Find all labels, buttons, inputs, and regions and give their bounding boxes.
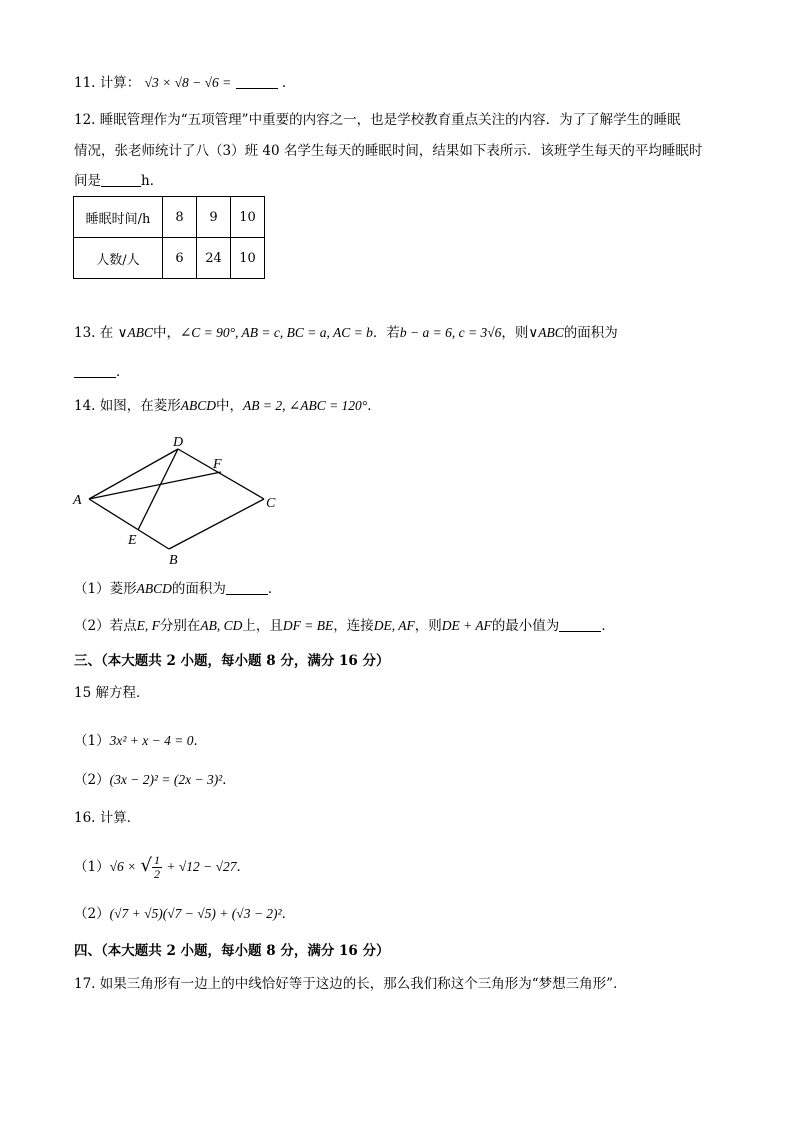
q16-fraction-numerator: 1 xyxy=(154,853,161,867)
q15-number: 15 xyxy=(74,685,92,701)
q14-sub2-p6: 的最小值为 xyxy=(491,618,560,634)
q12-text-3-pre: 间是 xyxy=(74,173,101,189)
q14-sub2-points: E, F xyxy=(136,618,160,633)
q15-title: 解方程． xyxy=(95,685,150,701)
q15-title-line xyxy=(74,683,149,703)
q16-title-line xyxy=(74,808,140,828)
q16-sub1 xyxy=(74,853,250,881)
q11-end: . xyxy=(281,75,287,91)
label-a: A xyxy=(73,493,82,508)
q13-line2 xyxy=(74,362,130,382)
q14-sub2-segments: AB, CD xyxy=(200,618,243,633)
table-cell: 8 xyxy=(163,197,197,238)
q12-line3 xyxy=(74,171,163,191)
q14-sub2-p3: 上，且 xyxy=(242,618,283,634)
q15-sub2-end: ． xyxy=(222,772,236,788)
q17-number: 17. xyxy=(74,976,96,992)
q15-sub1-equation: 3x² + x − 4 = 0 xyxy=(109,733,194,748)
q13-end: ． xyxy=(116,364,130,380)
q16-title: 计算． xyxy=(99,810,141,826)
q16-sub1-label: （1） xyxy=(74,859,110,875)
q12-number: 12. xyxy=(74,112,96,128)
q13-triangle-2: ∨ABC xyxy=(528,325,564,340)
q15-sub1-label: （1） xyxy=(74,733,110,749)
section-4-heading: 四、（本大题共 2 小题，每小题 8 分，满分 16 分） xyxy=(74,943,390,959)
q13-condition-2: b − a = 6, c = 3√6 xyxy=(399,325,502,340)
segment-de xyxy=(138,449,178,530)
q15-sub1 xyxy=(74,731,207,751)
q13-p5: 的面积为 xyxy=(563,325,618,341)
side-ad xyxy=(89,449,178,499)
q14-p1: 如图，在菱形 xyxy=(99,398,181,414)
table-cell: 10 xyxy=(231,238,265,279)
q14-sub1-name: ABCD xyxy=(136,581,172,596)
table-header-cell: 人数/人 xyxy=(74,238,163,279)
q16-sub1-part-b: + √12 − √27 xyxy=(166,859,237,874)
q14-sub2-end: ． xyxy=(601,618,615,634)
sqrt-sign: √ xyxy=(140,855,153,876)
q16-fraction xyxy=(152,854,162,881)
q16-sub2 xyxy=(74,904,295,924)
q15-sub1-end: ． xyxy=(193,733,207,749)
table-cell: 6 xyxy=(163,238,197,279)
q16-number: 16. xyxy=(74,810,96,826)
q13-p2: 中， xyxy=(152,325,180,341)
q13-condition: ∠C = 90°, AB = c, BC = a, AC = b xyxy=(179,325,373,340)
q13-triangle-1: ∨ABC xyxy=(117,325,153,340)
q13-p4: ，则 xyxy=(501,325,529,341)
q11 xyxy=(74,73,286,93)
q11-answer-blank[interactable] xyxy=(236,74,278,89)
table-header-cell: 睡眠时间/h xyxy=(74,197,163,238)
q13-line1 xyxy=(74,323,618,343)
q14-p2: 中， xyxy=(216,398,244,414)
q15-sub2 xyxy=(74,770,236,790)
q12-text-3-post: h． xyxy=(141,173,164,189)
q12-text-2: 情况，张老师统计了八（3）班 40 名学生每天的睡眠时间，结果如下表所示．该班学生每天的平均睡眠时 xyxy=(74,143,703,159)
q15-sub2-equation: (3x − 2)² = (2x − 3)² xyxy=(109,772,223,787)
table-row xyxy=(74,197,265,238)
q11-expr: √3 × √8 − √6 = xyxy=(144,75,232,90)
q16-sub2-expression: (√7 + √5)(√7 − √5) + (√3 − 2)² xyxy=(109,906,282,921)
q15-sub2-label: （2） xyxy=(74,772,110,788)
q14-sub1-end: ． xyxy=(267,581,282,597)
section-3-heading: 三、（本大题共 2 小题，每小题 8 分，满分 16 分） xyxy=(74,653,390,669)
table-cell: 9 xyxy=(197,197,231,238)
q14-rhombus-name: ABCD xyxy=(180,398,217,413)
q16-sub1-part-a: √6 × xyxy=(109,859,137,874)
q12-text-1: 睡眠管理作为“五项管理”中重要的内容之一，也是学校教育重点关注的内容．为了了解学生的睡眠 xyxy=(99,112,681,128)
q13-answer-blank[interactable] xyxy=(74,363,116,378)
q17-text: 如果三角形有一边上的中线恰好等于这边的长，那么我们称这个三角形为“梦想三角形”． xyxy=(99,976,627,992)
table-row xyxy=(74,238,265,279)
rhombus-figure xyxy=(70,432,290,572)
q14-sub2-p4: ，连接 xyxy=(333,618,374,634)
q14-sub2-answer-blank[interactable] xyxy=(559,617,601,632)
q14-sub2 xyxy=(74,616,615,636)
q13-number: 13. xyxy=(74,325,96,341)
table-cell: 10 xyxy=(231,197,265,238)
q12-answer-blank[interactable] xyxy=(101,172,141,187)
q14-number: 14. xyxy=(74,398,96,414)
sleep-table xyxy=(73,196,265,279)
q14-sub1-prefix: （1）菱形 xyxy=(74,581,137,597)
q14-sub2-prefix: （2）若点 xyxy=(74,618,137,634)
q16-sub2-end: ． xyxy=(281,906,296,922)
q17 xyxy=(74,974,627,994)
label-e: E xyxy=(128,533,137,548)
q13-p3: ．若 xyxy=(372,325,400,341)
q12-line2 xyxy=(74,141,702,161)
side-cb xyxy=(169,499,264,549)
q14-sub1-answer-blank[interactable] xyxy=(226,580,268,595)
q14-sub2-sum: DE + AF xyxy=(441,618,492,633)
label-f: F xyxy=(213,457,222,472)
q14-sub1-suffix: 的面积为 xyxy=(171,581,226,597)
q16-fraction-denominator: 2 xyxy=(154,867,161,881)
q12-line1 xyxy=(74,110,681,130)
table-cell: 24 xyxy=(197,238,231,279)
q13-p1: 在 xyxy=(99,325,114,341)
q14-end: ． xyxy=(367,398,381,414)
q16-sub1-end: ． xyxy=(236,859,250,875)
label-c: C xyxy=(266,496,276,511)
q14-sub2-equation: DF = BE xyxy=(282,618,334,633)
q11-label: 计算： xyxy=(99,75,141,91)
q14-sub2-lines: DE, AF xyxy=(373,618,415,633)
q14-sub2-p2: 分别在 xyxy=(159,618,201,634)
q11-number: 11. xyxy=(74,75,96,91)
q14-condition: AB = 2, ∠ABC = 120° xyxy=(243,398,368,413)
q14-line1 xyxy=(74,396,381,416)
q14-sub2-p5: ，则 xyxy=(414,618,442,634)
label-b: B xyxy=(169,553,178,568)
label-d: D xyxy=(173,435,184,450)
q16-sub2-label: （2） xyxy=(74,906,110,922)
q14-sub1 xyxy=(74,579,281,599)
